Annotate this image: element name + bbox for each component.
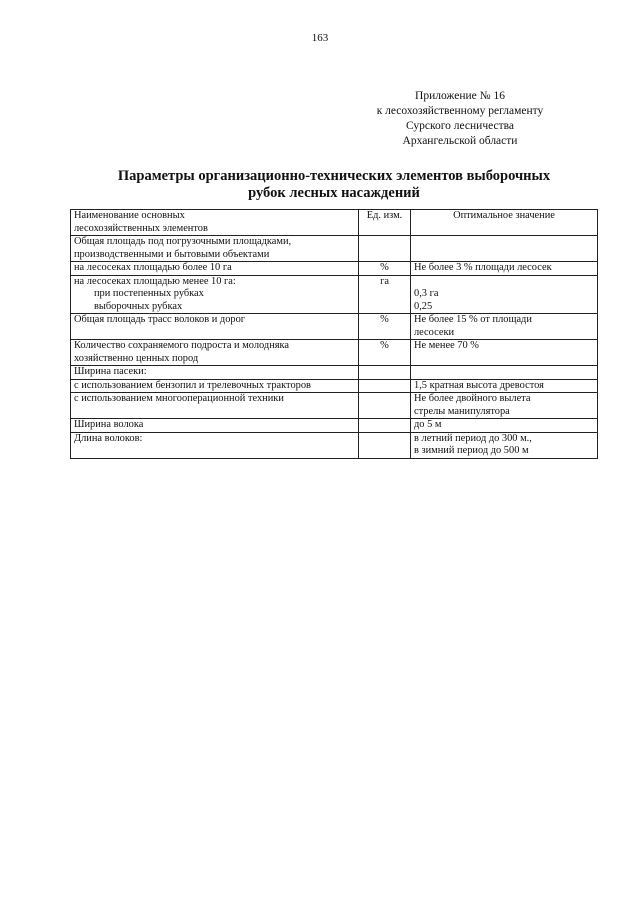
appendix-number: Приложение № 16 [415,90,505,102]
document-title [70,168,598,202]
unit-cell: га [359,275,411,314]
cell-line: 1,5 кратная высота древостоя [414,379,544,391]
cell-line: стрелы манипулятора [414,405,510,417]
cell-line: с использованием бензопил и трелевочных тракторов [74,379,311,391]
element-name-cell [71,393,359,419]
value-cell [411,236,598,262]
header-unit: Ед. изм. [359,210,411,236]
table-row [71,379,598,393]
parameters-table [70,209,598,459]
cell-subline: при постепенных рубках [94,288,204,299]
unit-cell: % [359,340,411,366]
unit-cell [359,432,411,458]
unit-cell [359,419,411,433]
element-name-cell [71,379,359,393]
cell-line: 0,25 [414,300,433,312]
header-name-line: Наименование основных [74,210,185,221]
cell-line: Не менее 70 % [414,340,479,351]
unit-cell: % [359,262,411,276]
value-cell [411,419,598,433]
element-name-cell [71,236,359,262]
unit-cell: % [359,314,411,340]
cell-line: в летний период до 300 м., [414,432,532,444]
value-cell [411,393,598,419]
cell-line: Не более 15 % от площади [414,314,532,325]
cell-line: в зимний период до 500 м [414,445,529,456]
value-cell [411,314,598,340]
cell-line: Длина волоков: [74,432,143,444]
element-name-cell [71,314,359,340]
cell-line: Ширина волока [74,419,144,430]
element-name-cell [71,432,359,458]
table-row [71,314,598,340]
document-title-line: рубок лесных насаждений [248,185,420,201]
table-header-row [71,210,598,236]
cell-line: Количество сохраняемого подроста и молодняка [74,340,290,351]
appendix-region: Архангельской области [402,135,518,147]
element-name-cell [71,366,359,380]
cell-line: на лесосеках площадью менее 10 га: [74,275,236,287]
page-number: 163 [311,32,329,44]
header-element-name [71,210,359,236]
cell-line: на лесосеках площадью более 10 га [74,262,232,273]
appendix-header [340,89,580,149]
element-name-cell [71,275,359,314]
table-row [71,366,598,380]
value-cell [411,275,598,314]
cell-line: Не более 3 % площади лесосек [414,262,552,273]
table-row [71,236,598,262]
element-name-cell [71,419,359,433]
element-name-cell [71,340,359,366]
element-name-cell [71,262,359,276]
cell-line: Общая площадь трасс волоков и дорог [74,314,246,325]
cell-line: Общая площадь под погрузочными площадками, [74,236,292,247]
cell-line: Ширина пасеки: [74,366,147,377]
header-optimal-value: Оптимальное значение [411,210,598,236]
cell-subline: выборочных рубках [94,300,183,312]
cell-line: Не более двойного вылета [414,393,531,404]
table-row [71,275,598,314]
table-row [71,340,598,366]
value-cell [411,366,598,380]
appendix-forestry: Сурского лесничества [405,120,515,132]
cell-line: лесосеки [414,326,455,338]
unit-cell [359,366,411,380]
value-cell [411,262,598,276]
appendix-regulation: к лесохозяйственному регламенту [376,105,544,117]
table-row [71,262,598,276]
value-cell [411,379,598,393]
table-row [71,393,598,419]
table-row [71,419,598,433]
table-row [71,432,598,458]
value-cell [411,432,598,458]
cell-line: с использованием многооперационной техники [74,393,284,404]
header-name-line: лесохозяйственных элементов [74,222,208,234]
document-title-line: Параметры организационно-технических элементов выборочных [117,168,551,184]
unit-cell [359,393,411,419]
cell-line: хозяйственно ценных пород [74,352,199,364]
cell-line: производственными и бытовыми объектами [74,248,270,260]
unit-cell [359,236,411,262]
unit-cell [359,379,411,393]
cell-line: 0,3 га [414,288,439,299]
value-cell [411,340,598,366]
cell-line: до 5 м [414,419,442,430]
